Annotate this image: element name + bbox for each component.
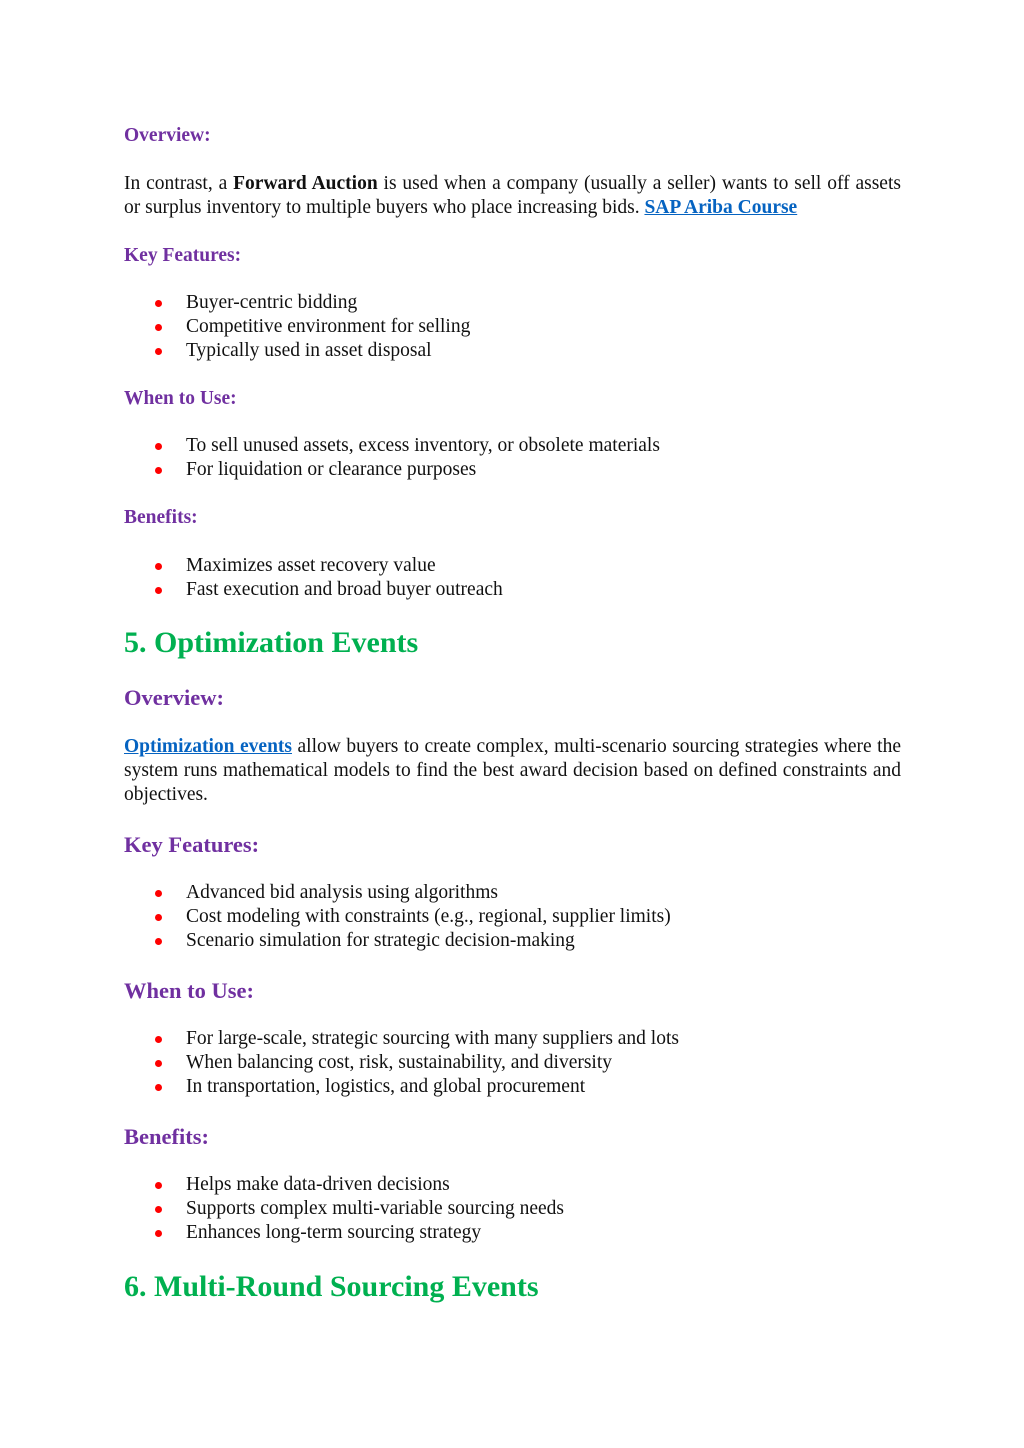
key-features-list	[124, 291, 470, 363]
list-item-text: Maximizes asset recovery value	[186, 555, 436, 576]
forward-auction-term: Forward Auction	[233, 173, 378, 194]
benefits-list	[124, 1173, 564, 1245]
section-title-optimization-events: 5. Optimization Events	[124, 626, 419, 659]
bullet-icon	[155, 1182, 162, 1189]
list-item	[124, 578, 503, 602]
bullet-icon	[155, 563, 162, 570]
list-item	[124, 434, 660, 458]
list-item-text: Cost modeling with constraints (e.g., regional, supplier limits)	[186, 906, 671, 927]
when-to-use-list	[124, 1027, 679, 1099]
when-to-use-list	[124, 434, 660, 482]
list-item	[124, 1075, 679, 1099]
bullet-icon	[155, 914, 162, 921]
bullet-icon	[155, 348, 162, 355]
benefits-list	[124, 554, 503, 602]
list-item-text: When balancing cost, risk, sustainability, and diversity	[186, 1052, 613, 1073]
list-item-text: For liquidation or clearance purposes	[186, 459, 477, 480]
bullet-icon	[155, 1060, 162, 1067]
bullet-icon	[155, 443, 162, 450]
when-to-use-heading: When to Use:	[124, 388, 237, 409]
list-item-text: Helps make data-driven decisions	[186, 1174, 450, 1195]
list-item	[124, 1051, 679, 1075]
key-features-list	[124, 881, 671, 953]
bullet-icon	[155, 938, 162, 945]
benefits-heading: Benefits:	[124, 507, 198, 528]
section-title-multi-round-sourcing-events: 6. Multi-Round Sourcing Events	[124, 1270, 539, 1303]
list-item-text: For large-scale, strategic sourcing with many suppliers and lots	[186, 1028, 679, 1049]
list-item	[124, 1197, 564, 1221]
list-item	[124, 339, 470, 363]
paragraph-text: is used when a company (usually a seller) wants to sell off assets or surplus inventory to multiple buyers who place increasing bids.	[124, 173, 901, 218]
list-item-text: Scenario simulation for strategic decision-making	[186, 930, 575, 951]
list-item-text: Competitive environment for selling	[186, 316, 471, 337]
list-item	[124, 881, 671, 905]
list-item	[124, 1027, 679, 1051]
bullet-icon	[155, 467, 162, 474]
bullet-icon	[155, 1206, 162, 1213]
forward-auction-paragraph	[124, 172, 901, 220]
list-item	[124, 1221, 564, 1245]
bullet-icon	[155, 300, 162, 307]
bullet-icon	[155, 1084, 162, 1091]
optimization-overview-paragraph	[124, 735, 901, 807]
list-item-text: Supports complex multi-variable sourcing needs	[186, 1198, 565, 1219]
overview-heading: Overview:	[124, 685, 224, 710]
list-item-text: Enhances long-term sourcing strategy	[186, 1222, 482, 1243]
bullet-icon	[155, 890, 162, 897]
list-item	[124, 929, 671, 953]
key-features-heading: Key Features:	[124, 832, 260, 857]
bullet-icon	[155, 1036, 162, 1043]
list-item-text: In transportation, logistics, and global procurement	[186, 1076, 586, 1097]
overview-heading: Overview:	[124, 125, 211, 146]
list-item	[124, 1173, 564, 1197]
sap-ariba-course-link[interactable]: SAP Ariba Course	[644, 197, 798, 218]
list-item	[124, 315, 470, 339]
when-to-use-heading: When to Use:	[124, 978, 254, 1003]
bullet-icon	[155, 1230, 162, 1237]
bullet-icon	[155, 587, 162, 594]
list-item-text: Fast execution and broad buyer outreach	[186, 579, 503, 600]
bullet-icon	[155, 324, 162, 331]
list-item	[124, 458, 660, 482]
benefits-heading: Benefits:	[124, 1124, 209, 1149]
list-item	[124, 291, 470, 315]
list-item	[124, 905, 671, 929]
list-item	[124, 554, 503, 578]
list-item-text: Buyer-centric bidding	[186, 292, 358, 313]
optimization-events-link[interactable]: Optimization events	[124, 736, 292, 757]
list-item-text: To sell unused assets, excess inventory, or obsolete materials	[186, 435, 660, 456]
list-item-text: Typically used in asset disposal	[186, 340, 432, 361]
paragraph-text: In contrast, a	[124, 173, 234, 194]
paragraph-text: allow buyers to create complex, multi-scenario sourcing strategies where the system runs mathematical models to find the best award decision based on defined constraints and objectives.	[124, 736, 901, 805]
key-features-heading: Key Features:	[124, 245, 242, 266]
list-item-text: Advanced bid analysis using algorithms	[186, 882, 498, 903]
